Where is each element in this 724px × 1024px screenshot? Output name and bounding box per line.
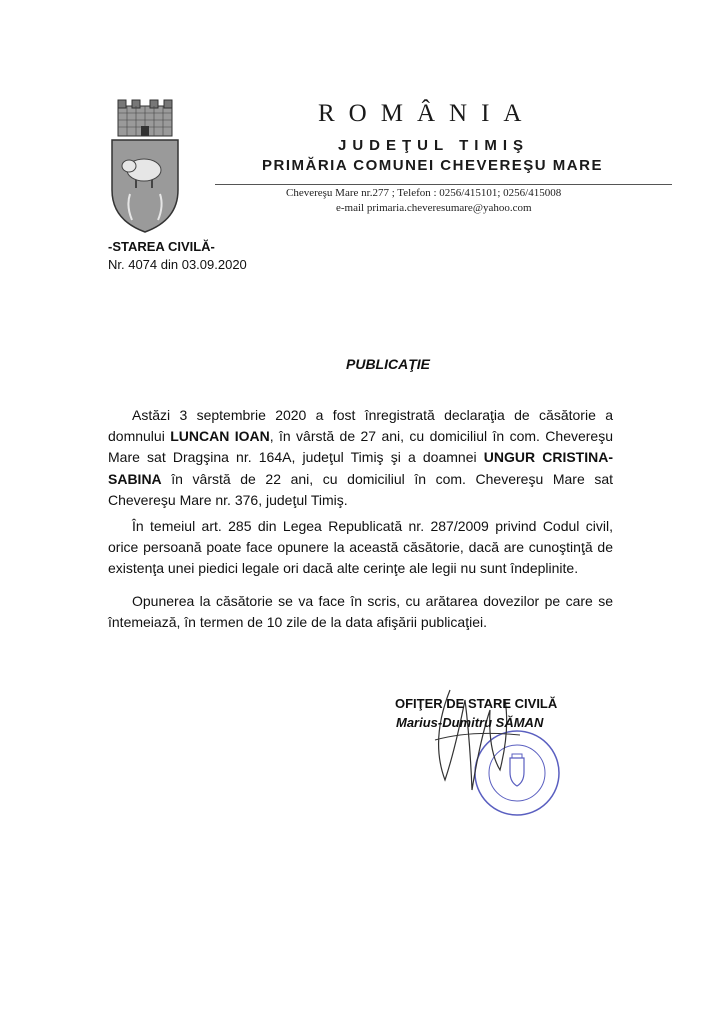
header-email: e-mail primaria.cheveresumare@yahoo.com: [336, 202, 532, 214]
department-label: -STAREA CIVILĂ-: [108, 239, 215, 254]
header-country: ROMÂNIA: [318, 100, 536, 127]
header-authority: PRIMĂRIA COMUNEI CHEVEREŞU MARE: [262, 157, 603, 174]
p1-text-b: , în vârstă de 27 ani, cu domiciliul în com. Chevereşu Mare sat Dragşina nr. 164A, judeţul Timiş şi a doamnei: [108, 428, 614, 466]
p1-text-c: în vârstă de 22 ani, cu domiciliul în com. Chevereşu Mare sat Chevereşu Mare nr. 376, judeţul Timiş.: [108, 470, 613, 508]
header-county: JUDEŢUL TIMIŞ: [338, 137, 530, 154]
paragraph-legal-basis: În temeiul art. 285 din Legea Republicată nr. 287/2009 privind Codul civil, orice persoană poate face opunere la această căsătorie, dacă are cunoştinţă de existenţa unei piedici legale ori dacă alte cerinţe ale legii nu sunt îndeplinite.: [108, 518, 613, 577]
p1-text-a: Astăzi 3 septembrie 2020 a fost înregistrată declaraţia de căsătorie a domnului: [108, 407, 613, 445]
paragraph-opposition: Opunerea la căsătorie se va face în scris, cu arătarea dovezilor pe care se întemeiază, în termen de 10 zile de la data afişării publicaţiei.: [108, 593, 613, 631]
coat-of-arms-icon: [108, 98, 182, 234]
document-title: PUBLICAŢIE: [346, 356, 430, 372]
bride-name: UNGUR CRISTINA-SABINA: [108, 449, 614, 487]
header-contact: Chevereşu Mare nr.277 ; Telefon : 0256/415101; 0256/415008: [286, 187, 562, 199]
officer-name: Marius-Dumitru SĂMAN: [396, 715, 544, 730]
officer-title: OFIŢER DE STARE CIVILĂ: [395, 696, 558, 711]
registration-number: Nr. 4074 din 03.09.2020: [108, 257, 247, 272]
paragraph-declaration: [108, 405, 613, 511]
header-divider: [215, 184, 672, 185]
groom-name: LUNCAN IOAN: [170, 428, 270, 445]
